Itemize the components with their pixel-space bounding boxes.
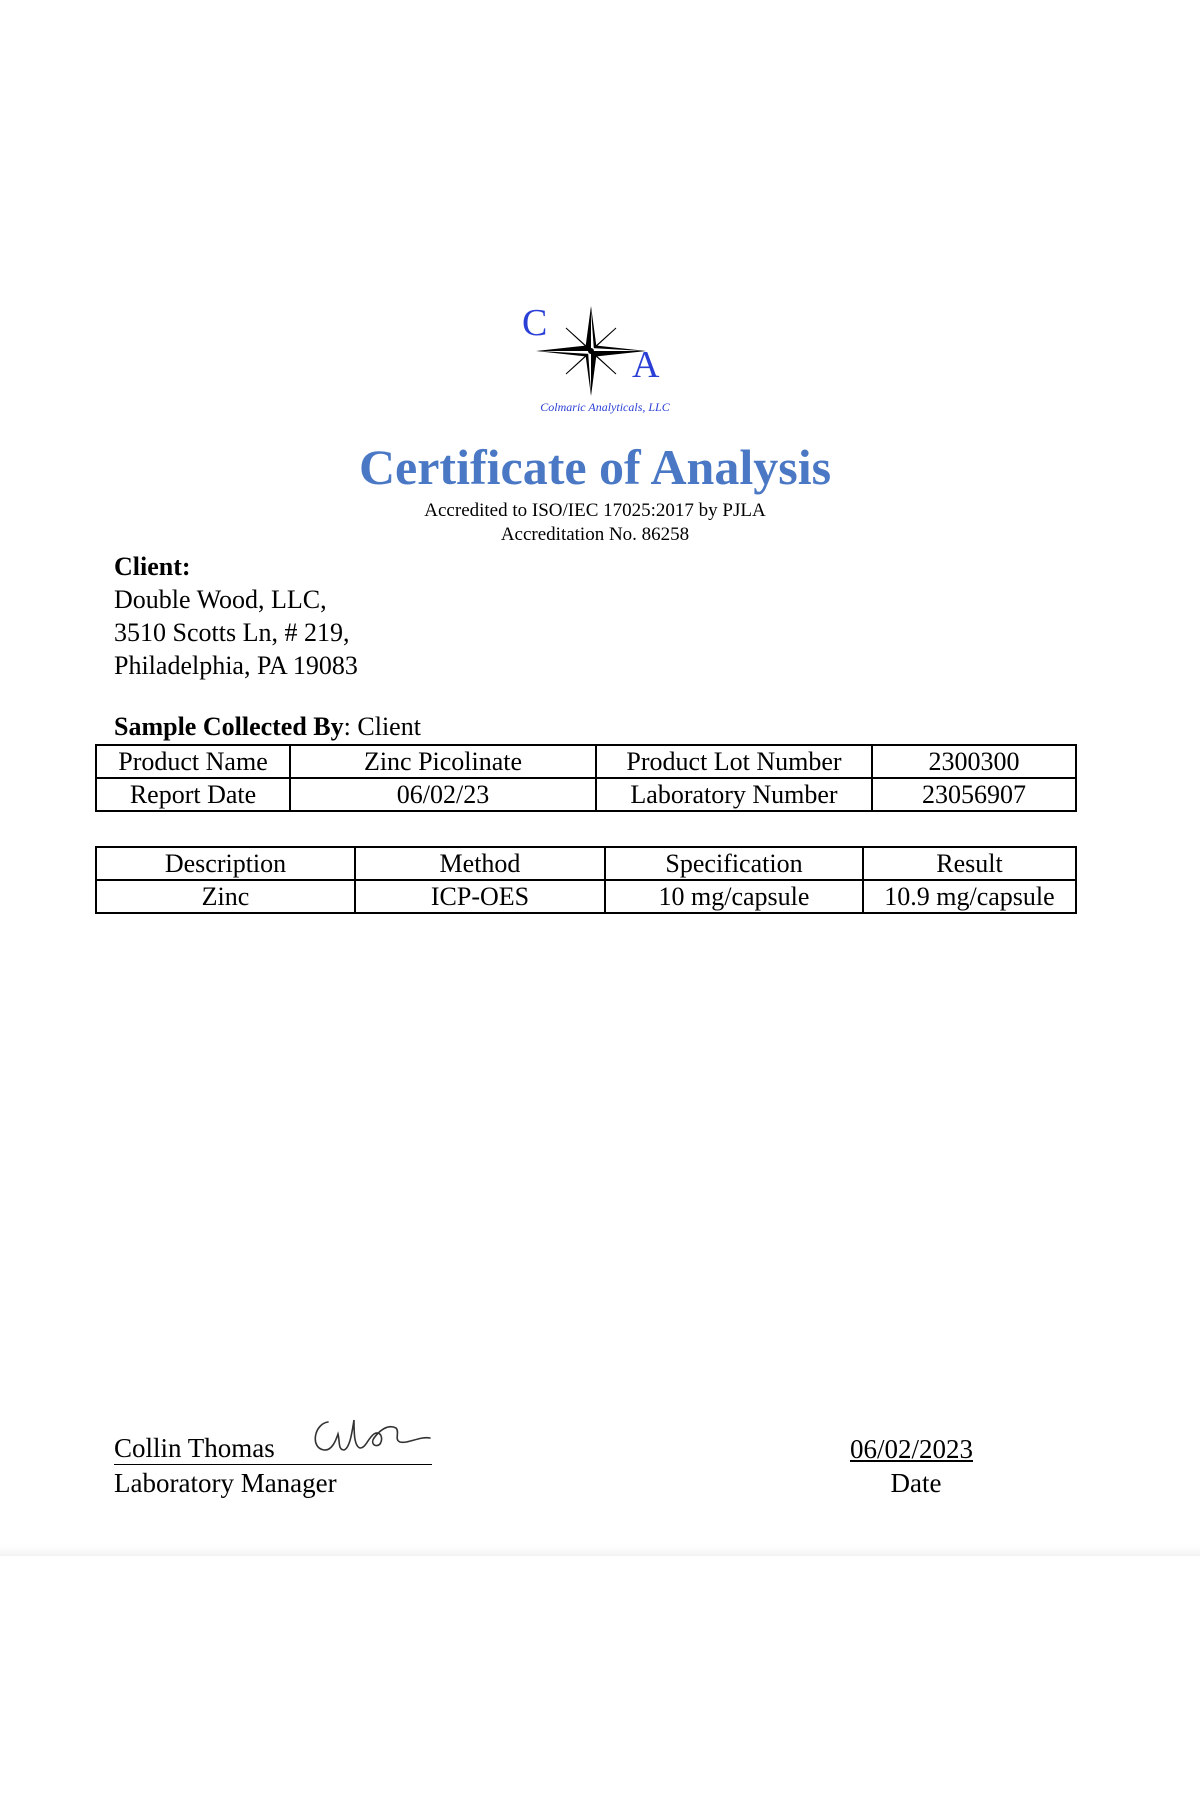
sample-collected-value: : Client: [343, 712, 421, 741]
column-header: Description: [96, 847, 355, 880]
sample-collected-label: Sample Collected By: [114, 712, 344, 741]
product-info-table: [95, 744, 1077, 812]
info-label: Product Name: [96, 745, 290, 778]
blank-area: [0, 1556, 1200, 1800]
info-label: Laboratory Number: [596, 778, 872, 811]
info-label: Report Date: [96, 778, 290, 811]
company-logo: [516, 300, 686, 420]
client-name: Double Wood, LLC,: [114, 585, 327, 614]
compass-star-icon: [536, 306, 646, 396]
client-address-line-1: 3510 Scotts Ln, # 219,: [114, 618, 350, 647]
handwritten-signature: [304, 1410, 434, 1460]
table-row: [96, 745, 1076, 778]
company-name: Colmaric Analyticals, LLC: [540, 400, 670, 414]
info-value: 23056907: [872, 778, 1076, 811]
column-header: Specification: [605, 847, 863, 880]
table-row: [96, 880, 1076, 913]
column-header: Result: [863, 847, 1076, 880]
signer-title: Laboratory Manager: [114, 1468, 337, 1498]
signer-name: Collin Thomas: [114, 1433, 275, 1463]
result-description: Zinc: [96, 880, 355, 913]
client-address-line-2: Philadelphia, PA 19083: [114, 651, 358, 680]
info-value: 06/02/23: [290, 778, 596, 811]
info-label: Product Lot Number: [596, 745, 872, 778]
signature-date: 06/02/2023: [850, 1434, 974, 1464]
info-value: 2300300: [872, 745, 1076, 778]
table-row: [96, 778, 1076, 811]
table-header-row: [96, 847, 1076, 880]
sample-collected-by: [114, 714, 421, 740]
results-table: [95, 846, 1077, 914]
date-label: Date: [890, 1468, 942, 1498]
logo-letter-a: A: [632, 344, 660, 386]
logo-letter-c: C: [522, 302, 548, 344]
column-header: Method: [355, 847, 605, 880]
result-method: ICP-OES: [355, 880, 605, 913]
document-title: Certificate of Analysis: [358, 439, 832, 495]
result-value: 10.9 mg/capsule: [863, 880, 1076, 913]
result-specification: 10 mg/capsule: [605, 880, 863, 913]
client-label: Client:: [114, 552, 191, 581]
accreditation-text: Accredited to ISO/IEC 17025:2017 by PJLA: [424, 500, 766, 521]
info-value: Zinc Picolinate: [290, 745, 596, 778]
signature-line: [114, 1464, 432, 1465]
accreditation-number: Accreditation No. 86258: [500, 524, 690, 545]
client-block: [114, 550, 358, 682]
